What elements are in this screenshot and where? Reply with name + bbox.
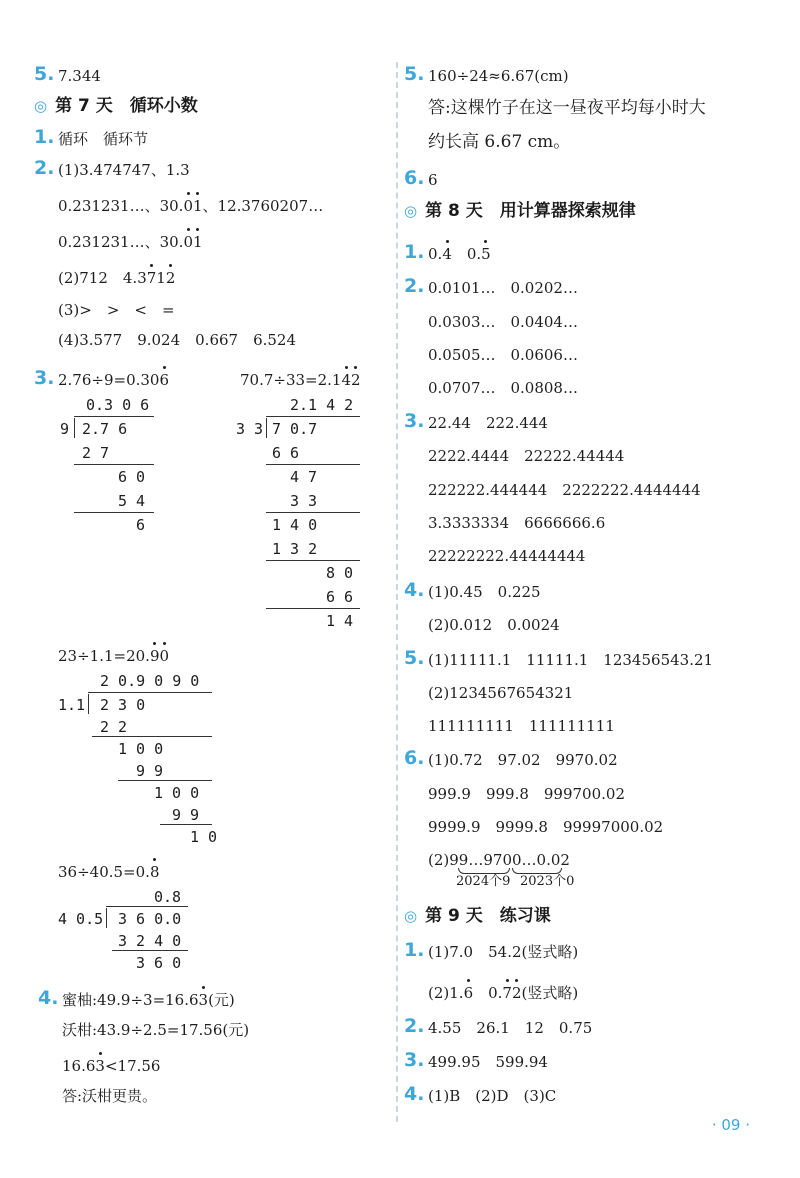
div4-step: 3 2 4 0 [118,932,182,950]
r-q6b-line-1: (1)0.72 97.02 9970.02 [428,751,618,769]
div3-divisor: 1.1 [58,696,86,714]
q3-equation-3: 23÷1.1=20.90 [58,647,170,665]
d9-q4-answer: (1)B (2)D (3)C [428,1087,557,1105]
div3-step: 1 0 0 [154,784,200,802]
q3-equation-2: 70.7÷33=2.142 [240,371,361,389]
r-q2-line-1: 0.0101… 0.0202… [428,279,578,297]
d9-q1-line-1: (1)7.0 54.2(竖式略) [428,943,579,961]
d9-q3-number: 3. [404,1049,425,1071]
d9-q2-number: 2. [404,1015,425,1037]
div1-top-line [74,416,154,417]
div2-step: 4 7 [290,468,318,486]
section-bullet-icon: ◎ [34,97,48,115]
q5-answer: 7.344 [58,67,101,85]
r-q5-number: 5. [404,63,425,85]
r-q2-number: 2. [404,275,425,297]
day7-title: 第 7 天 循环小数 [55,96,198,116]
div1-divisor: 9 [60,420,70,438]
q2-line-6: (4)3.577 9.024 0.667 6.524 [58,331,297,349]
div2-line [266,512,360,513]
div4-remainder: 3 6 0 [136,954,182,972]
q3-equation-1: 2.76÷9=0.306 [58,371,170,389]
r-q6b-line-3: 9999.9 9999.8 99997000.02 [428,818,664,836]
q2-line-5: (3)> > < = [58,301,175,319]
d9-q1-line-2: (2)1.6 0.72(竖式略) [428,984,579,1002]
r-q6b-line-4: (2)99…9700…0.02 [428,851,570,869]
day8-heading [404,198,636,224]
div1-line [74,512,154,513]
div3-line [160,824,212,825]
day7-heading [34,93,198,119]
r-q3-line-5: 22222222.44444444 [428,547,586,565]
div3-step: 9 9 [172,806,200,824]
div1-step: 6 0 [118,468,146,486]
div3-remainder: 1 0 [190,828,218,846]
q2-number: 2. [34,157,55,179]
div2-line [266,560,360,561]
d9-q2-answer: 4.55 26.1 12 0.75 [428,1019,593,1037]
r-q6-number: 6. [404,167,425,189]
div2-step: 1 3 2 [272,540,318,558]
q4-line-3: 16.63<17.56 [62,1057,161,1075]
div3-bracket [88,694,89,714]
div1-step: 2 7 [82,444,110,462]
day8-title: 第 8 天 用计算器探索规律 [425,201,636,221]
div2-line [266,464,360,465]
div4-top-line [106,906,188,907]
div3-dividend: 2 3 0 [100,696,146,714]
r-q3-number: 3. [404,410,425,432]
div4-line [112,950,188,951]
r-q5b-line-1: (1)11111.1 11111.1 123456543.21 [428,651,714,669]
div3-top-line [88,692,212,693]
div2-quotient: 2.1 4 2 [290,396,354,414]
r-q6-answer: 6 [428,171,438,189]
div4-dividend: 3 6 0.0 [118,910,182,928]
q2-line-3: 0.231231…、30.01 [58,233,203,251]
div2-step: 8 0 [326,564,354,582]
div2-dividend: 7 0.7 [272,420,318,438]
r-q1-number: 1. [404,241,425,263]
r-q6b-number: 6. [404,747,425,769]
div2-step: 6 6 [272,444,300,462]
r-q3-line-1: 22.44 222.444 [428,414,548,432]
q4-line-1: 蜜柚:49.9÷3=16.63(元) [62,991,235,1009]
page-number: · 09 · [711,1116,750,1134]
div2-remainder: 1 4 [326,612,354,630]
column-divider [396,62,398,1122]
day9-title: 第 9 天 练习课 [425,906,551,926]
div1-dividend: 2.7 6 [82,420,128,438]
underbrace-label-nines: 2024个9 [456,874,511,889]
div1-quotient: 0.3 0 6 [86,396,150,414]
div3-step: 1 0 0 [118,740,164,758]
d9-q1-number: 1. [404,939,425,961]
div2-top-line [266,416,360,417]
div2-step: 1 4 0 [272,516,318,534]
r-q3-line-3: 222222.444444 2222222.4444444 [428,481,701,499]
r-q2-line-4: 0.0707… 0.0808… [428,379,578,397]
div3-quotient: 2 0.9 0 9 0 [100,672,200,690]
r-q4-number: 4. [404,579,425,601]
q1-number: 1. [34,126,55,148]
r-q5-answer-line-2: 约长高 6.67 cm。 [428,132,571,152]
d9-q4-number: 4. [404,1083,425,1105]
div3-line [118,780,212,781]
q2-line-4: (2)712 4.3712 [58,269,176,287]
q5-number: 5. [34,63,55,85]
r-q4-line-2: (2)0.012 0.0024 [428,616,560,634]
d9-q3-answer: 499.95 599.94 [428,1053,548,1071]
r-q4-line-1: (1)0.45 0.225 [428,583,541,601]
div3-step: 9 9 [136,762,164,780]
q4-line-2: 沃柑:43.9÷2.5=17.56(元) [62,1021,250,1039]
r-q6b-line-2: 999.9 999.8 999700.02 [428,785,625,803]
div3-line [92,736,212,737]
div2-line [266,608,360,609]
q1-answer: 循环 循环节 [58,130,149,148]
q4-answer: 答:沃柑更贵。 [62,1087,158,1105]
day9-heading [404,903,551,929]
section-bullet-icon: ◎ [404,907,418,925]
r-q5b-line-3: 111111111 111111111 [428,717,615,735]
r-q3-line-4: 3.3333334 6666666.6 [428,514,606,532]
div2-divisor: 3 3 [236,420,264,438]
div4-divisor: 4 0.5 [58,910,104,928]
div2-bracket [266,418,267,438]
q3-number: 3. [34,367,55,389]
div2-step: 6 6 [326,588,354,606]
r-q1-answer: 0.4 0.5 [428,245,491,263]
q2-line-2: 0.231231…、30.01、12.3760207… [58,197,324,215]
div1-remainder: 6 [136,516,146,534]
div1-bracket [74,418,75,438]
q2-line-1: (1)3.474747、1.3 [58,161,190,179]
underbrace-label-zeros: 2023个0 [520,874,575,889]
div1-line [74,464,154,465]
div1-step: 5 4 [118,492,146,510]
r-q5b-number: 5. [404,647,425,669]
div3-step: 2 2 [100,718,128,736]
section-bullet-icon: ◎ [404,202,418,220]
r-q5b-line-2: (2)1234567654321 [428,684,574,702]
q4-number: 4. [38,987,59,1009]
r-q3-line-2: 2222.4444 22222.44444 [428,447,625,465]
div2-step: 3 3 [290,492,318,510]
r-q2-line-2: 0.0303… 0.0404… [428,313,578,331]
r-q5-answer-line-1: 答:这棵竹子在这一昼夜平均每小时大 [428,98,706,118]
q3-equation-4: 36÷40.5=0.8 [58,863,160,881]
r-q5-equation: 160÷24≈6.67(cm) [428,67,569,85]
div4-quotient: 0.8 [154,888,182,906]
r-q2-line-3: 0.0505… 0.0606… [428,346,578,364]
div4-bracket [106,908,107,928]
